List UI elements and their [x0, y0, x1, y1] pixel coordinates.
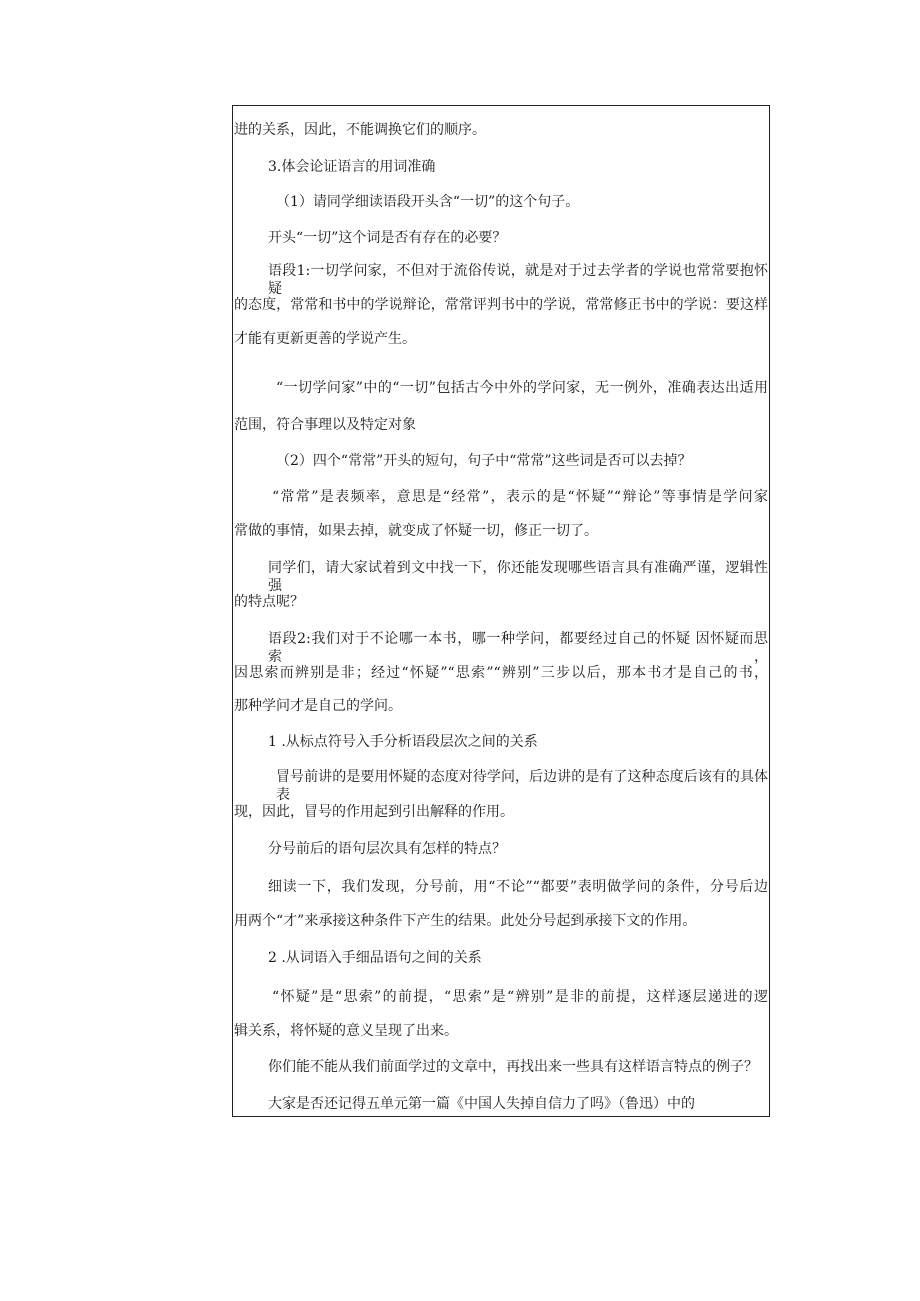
text-line-21: 分号前后的语句层次具有怎样的特点？ — [268, 841, 506, 857]
text-line-12: 常做的事情，如果去掉，就变成了怀疑一切，修正一切了。 — [234, 523, 598, 539]
text-line-24: 2 .从词语入手细品语句之间的关系 — [268, 950, 482, 966]
text-line-5: 语段1:一切学问家，不但对于流俗传说，就是对于过去学者的学说也常常要抱怀疑 — [268, 263, 768, 297]
text-line-7: 才能有更新更善的学说产生。 — [234, 331, 416, 347]
text-line-2: 3.体会论证语言的用词准确 — [268, 159, 436, 175]
text-line-6: 的态度，常常和书中的学说辩论，常常评判书中的学说，常常修正书中的学说：要这样 — [234, 297, 768, 313]
text-line-15: 语段2:我们对于不论哪一本书，哪一种学问，都要经过自己的怀疑 因怀疑而思索， — [268, 631, 768, 665]
text-line-3: （1）请同学细读语段开头含“一切”的这个句子。 — [276, 194, 580, 210]
text-line-4: 开头“一切”这个词是否有存在的必要？ — [268, 230, 507, 246]
text-line-8: “一切学问家”中的“一切”包括古今中外的学问家，无一例外，准确表达出适用 — [276, 380, 768, 396]
text-line-20: 现，因此，冒号的作用起到引出解释的作用。 — [234, 804, 514, 820]
text-line-9: 范围，符合事理以及特定对象 — [234, 417, 416, 433]
text-line-10: （2）四个“常常”开头的短句，句子中“常常”这些词是否可以去掉？ — [276, 453, 692, 469]
text-line-26: 辑关系，将怀疑的意义呈现了出来。 — [234, 1023, 458, 1039]
text-line-14: 的特点呢？ — [234, 594, 304, 610]
text-line-23: 用两个“才”来承接这种条件下产生的结果。此处分号起到承接下文的作用。 — [234, 913, 697, 929]
text-line-27: 你们能不能从我们前面学过的文章中，再找出来一些具有这样语言特点的例子？ — [268, 1059, 758, 1075]
text-line-16: 因思索而辨别是非；经过“怀疑”“思索”“辨别”三步以后，那本书才是自己的书， — [234, 665, 768, 681]
text-line-25: “怀疑”是“思索”的前提，“思索”是“辨别”是非的前提，这样逐层递进的逻 — [272, 989, 768, 1005]
text-line-19: 冒号前讲的是要用怀疑的态度对待学问，后边讲的是有了这种态度后该有的具体表 — [276, 769, 768, 803]
text-line-13: 同学们，请大家试着到文中找一下，你还能发现哪些语言具有准确严谨，逻辑性强 — [268, 560, 768, 594]
text-line-1: 进的关系，因此，不能调换它们的顺序。 — [234, 122, 486, 138]
text-line-11: “常常”是表频率，意思是“经常”，表示的是“怀疑”“辩论”等事情是学问家 — [272, 489, 768, 505]
text-line-28: 大家是否还记得五单元第一篇《中国人失掉自信力了吗》（鲁迅）中的 — [268, 1096, 695, 1112]
text-line-18: 1 .从标点符号入手分析语段层次之间的关系 — [268, 734, 538, 750]
text-line-22: 细读一下，我们发现，分号前，用“不论”“都要”表明做学问的条件，分号后边 — [268, 879, 768, 895]
text-line-17: 那种学问才是自己的学问。 — [234, 698, 402, 714]
